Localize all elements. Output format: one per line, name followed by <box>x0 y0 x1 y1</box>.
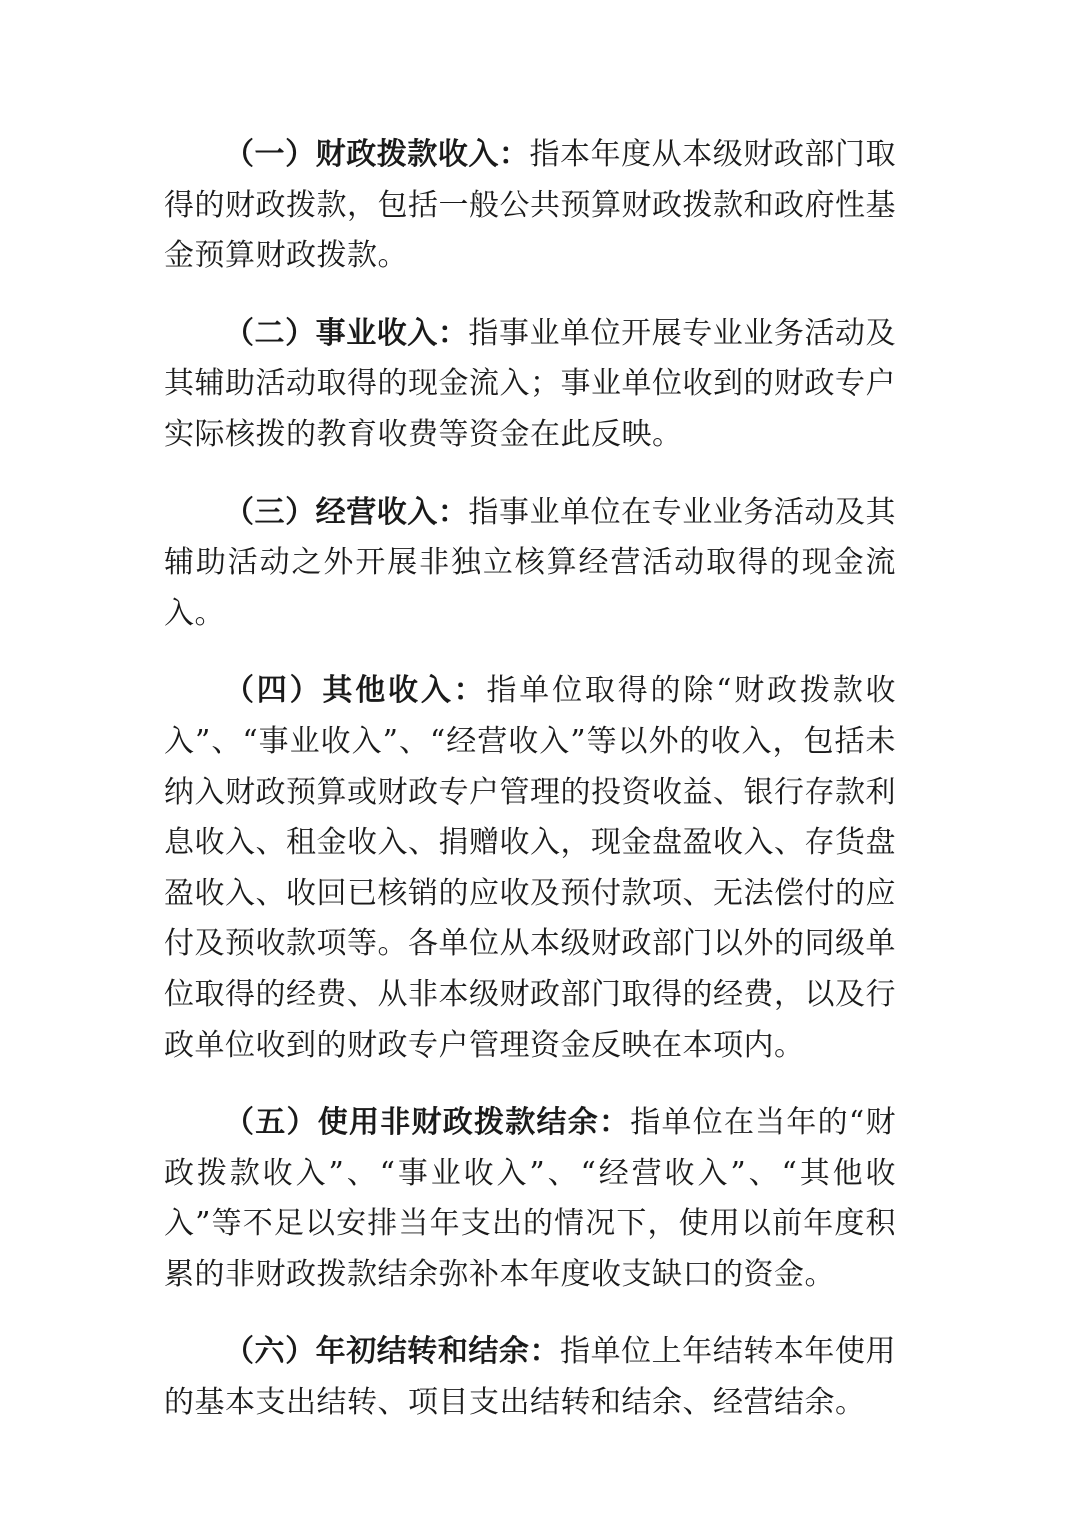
term-label: （三）经营收入： <box>224 494 469 530</box>
paragraph-other-income <box>164 666 896 1071</box>
term-description: 指本年度从本级财政部门取得的财政拨款，包括一般公共预算财政拨款和政府性基金预算财政拨款。 <box>164 137 897 274</box>
term-description: 指单位在当年的“财政拨款收入”、“事业收入”、“经营收入”、“其他收入”等不足以安排当年支出的情况下，使用以前年度积累的非财政拨款结余弥补本年度收支缺口的资金。 <box>164 1105 897 1292</box>
term-label: （六）年初结转和结余： <box>224 1334 561 1370</box>
term-description: 指单位上年结转本年使用的基本支出结转、项目支出结转和结余、经营结余。 <box>164 1334 897 1421</box>
term-label: （一）财政拨款收入： <box>224 137 530 172</box>
paragraph-carryover-balance <box>164 1327 896 1428</box>
term-label: （五）使用非财政拨款结余： <box>224 1105 631 1141</box>
term-label: （二）事业收入： <box>224 315 469 351</box>
paragraph-fiscal-appropriation-income <box>164 130 896 282</box>
term-description: 指单位取得的除“财政拨款收入”、“事业收入”、“经营收入”等以外的收入，包括未纳入财政预算或财政专户管理的投资收益、银行存款利息收入、租金收入、捐赠收入，现金盘盈收入、存货盘盈收入、收回已核销的应收及预付款项、无法偿付的应付及预收款项等。各单位从本级财政部门以外的同级单位取得的经费、从非本级财政部门取得的经费，以及行政单位收到的财政专户管理资金反映在本项内。 <box>164 673 896 1063</box>
paragraph-non-fiscal-surplus <box>164 1098 896 1300</box>
document-page <box>164 130 896 1456</box>
term-description: 指事业单位在专业业务活动及其辅助活动之外开展非独立核算经营活动取得的现金流入。 <box>164 494 897 631</box>
term-description: 指事业单位开展专业业务活动及其辅助活动取得的现金流入；事业单位收到的财政专户实际核拨的教育收费等资金在此反映。 <box>164 315 897 452</box>
term-label: （四）其他收入： <box>224 673 487 709</box>
paragraph-business-income <box>164 309 896 461</box>
paragraph-operating-income <box>164 488 896 640</box>
